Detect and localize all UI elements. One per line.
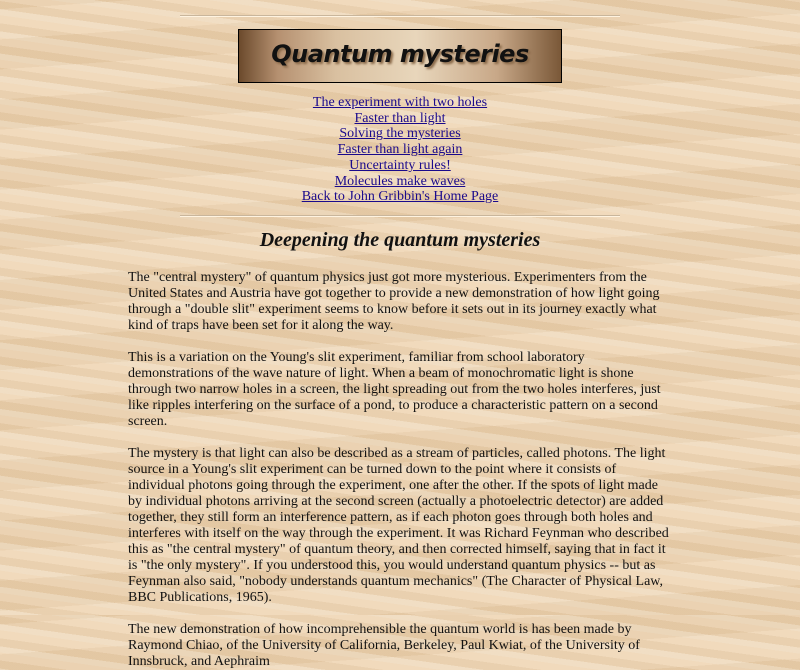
top-divider [180, 15, 620, 17]
banner-text: Quantum mysteries [271, 40, 529, 68]
link-two-holes[interactable]: The experiment with two holes [312, 95, 488, 110]
banner-logo [238, 29, 562, 83]
link-home-page[interactable]: Back to John Gribbin's Home Page [301, 189, 499, 205]
link-faster-than-light[interactable]: Faster than light [354, 110, 446, 126]
link-uncertainty-rules[interactable]: Uncertainty rules! [349, 157, 451, 173]
link-molecules-waves[interactable]: Molecules make waves [334, 173, 466, 189]
paragraph: The mystery is that light can also be described as a stream of particles, called photons. The light source in a Young's slit experiment can be turned down to the point where it consists of individual photons going through the experiment, one after the other. If the spots of light made by individual photons arriving at the second screen (actually a photoelectric detector) are added together, they still form an interference pattern, as if each photon goes through both holes and interferes with itself on the way through the experiment. It was Richard Feynman who described this as "the central mystery" of quantum theory, and then corrected himself, saying that in fact it is "the only mystery". If you understood this, you would understand quantum physics -- but as Feynman also said, "nobody understands quantum mechanics" (The Character of Physical Law, BBC Publications, 1965). [128, 445, 669, 605]
nav-links [0, 95, 800, 205]
page-title: Deepening the quantum mysteries [259, 228, 541, 251]
article-body [128, 270, 672, 670]
link-faster-than-light-again[interactable]: Faster than light again [337, 142, 463, 158]
paragraph: The new demonstration of how incomprehensible the quantum world is has been made by Raymond Chiao, of the University of California, Berkeley, Paul Kwiat, of the University of Innsbruck, and Aephraim [128, 621, 640, 669]
link-solving-mysteries[interactable]: Solving the mysteries [339, 126, 461, 142]
paragraph: The "central mystery" of quantum physics just got more mysterious. Experimenters from the United States and Austria have got together to provide a new demonstration of how light going through a "double slit" experiment seems to know before it sets out in its journey exactly what kind of traps have been set for it along the way. [128, 269, 660, 333]
paragraph: This is a variation on the Young's slit experiment, familiar from school laboratory demonstrations of the wave nature of light. When a beam of monochromatic light is shone through two narrow holes in a screen, the light spreading out from the two holes interferes, just like ripples interfering on the surface of a pond, to produce a characteristic pattern on a second screen. [128, 349, 661, 429]
nav-divider [180, 215, 620, 217]
